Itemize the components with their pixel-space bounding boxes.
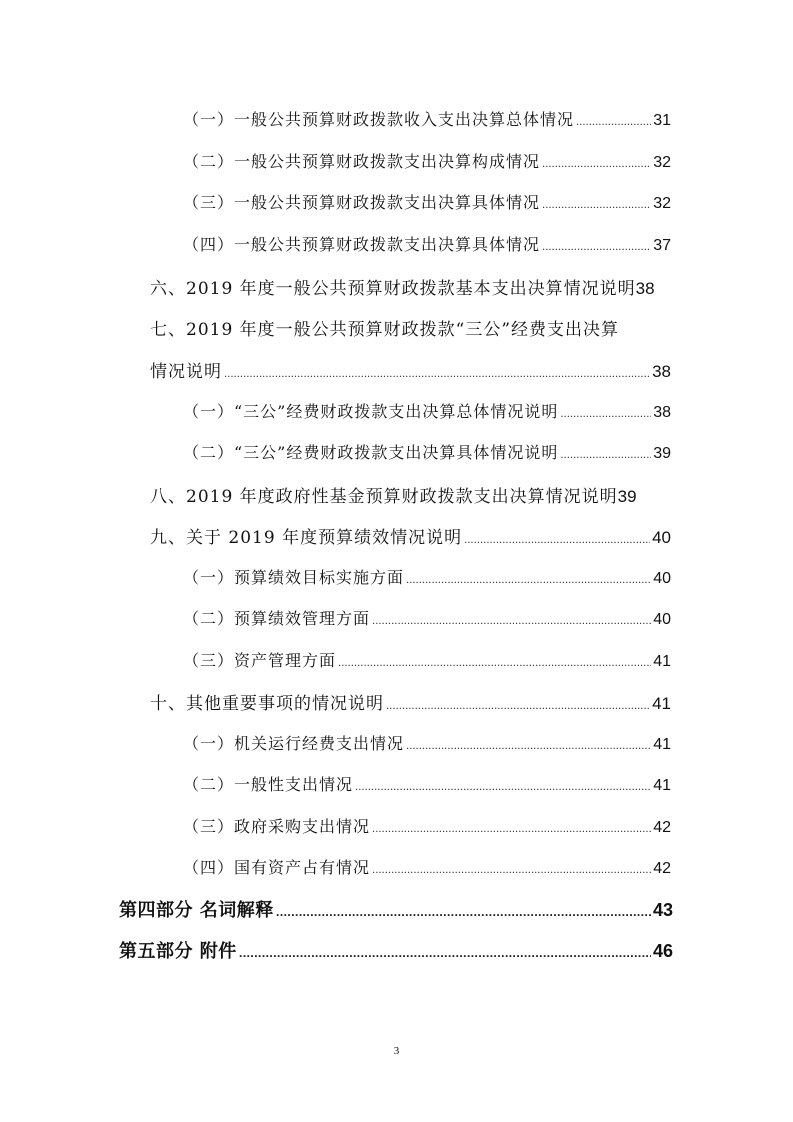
toc-entry-title: （三）政府采购支出情况 bbox=[183, 817, 371, 836]
toc-entry-title-cont: 情况说明 bbox=[150, 362, 222, 382]
toc-dot-leader bbox=[239, 949, 651, 960]
toc-dot-leader bbox=[542, 242, 651, 253]
toc-entry-page: 31 bbox=[653, 112, 671, 129]
toc-entry-page: 37 bbox=[653, 237, 671, 254]
toc-entry-title: 九、关于 2019 年度预算绩效情况说明 bbox=[150, 528, 463, 548]
toc-entry-page: 32 bbox=[653, 195, 671, 212]
toc-entry-page: 42 bbox=[653, 819, 671, 836]
toc-entry[interactable] bbox=[183, 565, 671, 588]
toc-dot-leader bbox=[224, 369, 650, 380]
toc-entry[interactable] bbox=[183, 814, 671, 837]
toc-dot-leader bbox=[386, 701, 650, 712]
toc-dot-leader bbox=[406, 741, 651, 752]
toc-entry[interactable] bbox=[183, 190, 671, 213]
toc-entry-page: 40 bbox=[653, 611, 671, 628]
toc-entry-title: （二）预算绩效管理方面 bbox=[183, 609, 371, 628]
toc-entry[interactable] bbox=[150, 523, 671, 548]
toc-entry-page: 46 bbox=[652, 941, 673, 961]
toc-entry-title: （二）一般公共预算财政拨款支出决算构成情况 bbox=[183, 152, 541, 171]
toc-entry-title: （二）一般性支出情况 bbox=[183, 775, 354, 794]
toc-entry[interactable] bbox=[183, 107, 671, 130]
toc-entry-page: 40 bbox=[652, 528, 671, 547]
toc-entry[interactable] bbox=[183, 399, 671, 422]
toc-entry[interactable] bbox=[183, 855, 671, 878]
toc-entry-title: （三）资产管理方面 bbox=[183, 651, 337, 670]
toc-entry-page: 39 bbox=[617, 487, 637, 506]
toc-entry-page: 43 bbox=[652, 900, 673, 920]
toc-entry-page: 38 bbox=[635, 279, 655, 298]
toc-entry-page: 41 bbox=[653, 736, 671, 753]
toc-dot-leader bbox=[276, 908, 651, 919]
toc-entry-title: 第四部分 名词解释 bbox=[119, 900, 274, 921]
toc-dot-leader bbox=[406, 575, 651, 586]
toc-entry-title: （一）机关运行经费支出情况 bbox=[183, 734, 405, 753]
toc-entry-page: 42 bbox=[653, 860, 671, 877]
toc-entry-title: 第五部分 附件 bbox=[119, 941, 237, 962]
toc-dot-leader bbox=[355, 782, 651, 793]
toc-entry-page: 41 bbox=[653, 777, 671, 794]
toc-dot-leader bbox=[372, 824, 651, 835]
toc-dot-leader bbox=[576, 117, 651, 128]
toc-entry[interactable] bbox=[150, 482, 671, 507]
toc-entry[interactable] bbox=[183, 648, 671, 671]
toc-entry-title: （一）预算绩效目标实施方面 bbox=[183, 568, 405, 587]
toc-entry-title: 十、其他重要事项的情况说明 bbox=[150, 694, 384, 714]
toc-entry-title: 八、2019 年度政府性基金预算财政拨款支出决算情况说明 bbox=[150, 487, 618, 507]
toc-entry-title: 七、2019 年度一般公共预算财政拨款“三公”经费支出决算 bbox=[150, 320, 620, 340]
toc-entry[interactable] bbox=[150, 315, 671, 340]
toc-entry-title: （一）“三公”经费财政拨款支出决算总体情况说明 bbox=[183, 402, 559, 421]
toc-entry-title: （二）“三公”经费财政拨款支出决算具体情况说明 bbox=[183, 443, 559, 462]
toc-entry-page: 38 bbox=[652, 362, 671, 381]
toc-entry-page: 41 bbox=[652, 694, 671, 713]
toc-dot-leader bbox=[560, 450, 651, 461]
toc-entry[interactable] bbox=[183, 149, 671, 172]
toc-part-entry[interactable] bbox=[119, 896, 673, 922]
toc-entry-page: 38 bbox=[653, 404, 671, 421]
toc-dot-leader bbox=[542, 159, 651, 170]
toc-entry[interactable] bbox=[183, 772, 671, 795]
toc-dot-leader bbox=[338, 658, 651, 669]
toc-entry-page: 40 bbox=[653, 570, 671, 587]
toc-entry-title: （三）一般公共预算财政拨款支出决算具体情况 bbox=[183, 193, 541, 212]
toc-part-entry[interactable] bbox=[119, 937, 673, 963]
toc-entry[interactable] bbox=[150, 689, 671, 714]
page-number: 3 bbox=[393, 1045, 400, 1057]
toc-entry-title: （四）一般公共预算财政拨款支出决算具体情况 bbox=[183, 235, 541, 254]
toc-entry-page: 41 bbox=[653, 653, 671, 670]
toc-entry[interactable] bbox=[183, 606, 671, 629]
toc-dot-leader bbox=[464, 535, 650, 546]
toc-entry-title: 六、2019 年度一般公共预算财政拨款基本支出决算情况说明 bbox=[150, 279, 636, 299]
toc-entry-page: 32 bbox=[653, 154, 671, 171]
toc-entry-title: （一）一般公共预算财政拨款收入支出决算总体情况 bbox=[183, 110, 575, 129]
toc-dot-leader bbox=[542, 200, 651, 211]
toc-entry-title: （四）国有资产占有情况 bbox=[183, 858, 371, 877]
toc-dot-leader bbox=[560, 409, 651, 420]
toc-dot-leader bbox=[372, 616, 651, 627]
toc-entry[interactable] bbox=[183, 232, 671, 255]
toc-entry[interactable] bbox=[183, 440, 671, 463]
toc-entry[interactable] bbox=[150, 274, 671, 299]
toc-entry[interactable] bbox=[183, 731, 671, 754]
toc-entry-page: 39 bbox=[653, 445, 671, 462]
toc-dot-leader bbox=[372, 865, 651, 876]
toc-entry-continuation[interactable] bbox=[150, 357, 671, 382]
